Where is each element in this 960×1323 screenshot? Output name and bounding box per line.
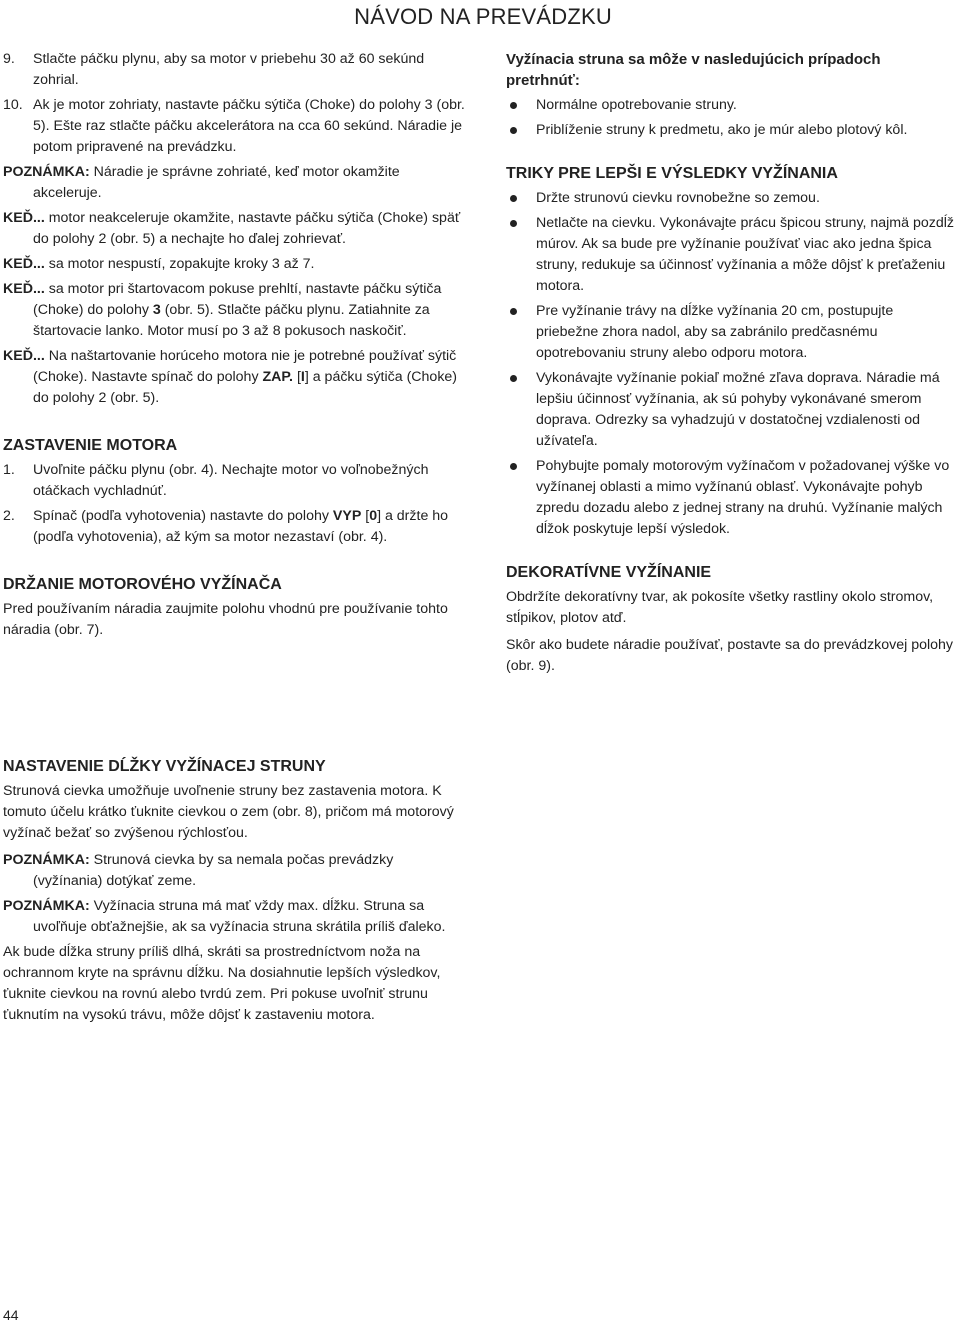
switch-on-symbol: I (300, 369, 305, 385)
switch-off-label: VYP (332, 508, 362, 524)
note-max-length (3, 896, 463, 938)
decorative-heading: DEKORATÍVNE VYŽÍNANIE (506, 564, 712, 581)
when-label: KEĎ... (3, 210, 45, 226)
page-number: 44 (3, 1307, 19, 1323)
list-item (506, 301, 958, 364)
step-text: Ak je motor zohriaty, nastavte páčku sýtiča (Choke) do polohy 3 (obr. 5). Ešte raz stlačte páčku akcelerátora na cca 60 sekúnd. Náradie je potom pripravené na prevádzku. (33, 97, 465, 155)
list-item (506, 456, 958, 540)
when-text: motor neakceleruje okamžite, nastavte páčku sýtiča (Choke) späť do polohy 2 (obr. 5) a nechajte ho ďalej zohrievať. (33, 210, 461, 247)
step-9 (3, 49, 465, 91)
switch-off-symbol: 0 (369, 508, 378, 524)
step-text-part: Spínač (podľa vyhotovenia) nastavte do polohy (33, 508, 333, 524)
bullet-icon (506, 95, 536, 116)
list-item-text: Normálne opotrebovanie struny. (536, 97, 737, 113)
left-column (3, 49, 465, 641)
step-number: 1. (3, 462, 15, 478)
note-label: POZNÁMKA: (3, 164, 90, 180)
step-number: 10. (3, 97, 23, 113)
note-warm (3, 162, 465, 204)
when-text: ] a páčku sýtiča (Choke) do polohy 2 (obr. 5). (33, 369, 458, 406)
line-length-text-2: Ak bude dĺžka struny príliš dlhá, skráti sa prostredníctvom noža na ochrannom kryte na správnu dĺžku. Na dosiahnutie lepších výsledkov, ťuknite cievkou na rovnú alebo tvrdú zem. Pri pokuse uvoľniť strunu ťuknutím na vysokú trávu, môže dôjsť k zastaveniu motora. (3, 944, 441, 1023)
note-label: POZNÁMKA: (3, 852, 90, 868)
tips-heading: TRIKY PRE LEPŠI E VÝSLEDKY VYŽÍNANIA (506, 165, 838, 182)
when-flooded (3, 279, 465, 342)
list-item-text: Priblíženie struny k predmetu, ako je múr alebo plotový kôl. (536, 122, 908, 138)
list-item (506, 368, 958, 452)
when-text: sa motor nespustí, zopakujte kroky 3 až 7. (44, 256, 315, 272)
list-item-text: Vykonávajte vyžínanie pokiaľ možné zľava doprava. Náradie má lepšiu účinnosť vyžínania, ak sú pohyby vykonávané smerom doprava. Odrezky sa vyhadzujú v dostatočnej vzdialenosti od užívateľa. (536, 370, 940, 449)
bullet-icon (506, 456, 536, 540)
step-number: 9. (3, 51, 15, 67)
when-label: KEĎ... (3, 281, 45, 297)
step-text: Stlačte páčku plynu, aby sa motor v priebehu 30 až 60 sekúnd zohrial. (33, 51, 425, 88)
right-column (506, 49, 958, 683)
note-text: Strunová cievka by sa nemala počas prevádzky (vyžínania) dotýkať zeme. (33, 852, 394, 889)
note-text: Vyžínacia struna má mať vždy max. dĺžku. Struna sa uvoľňuje obťažnejšie, ak sa vyžínacia struna skrátila príliš ďaleko. (33, 898, 446, 935)
string-break-heading: Vyžínacia struna sa môže v nasledujúcich prípadoch pretrhnúť: (506, 51, 881, 89)
page-title: NÁVOD NA PREVÁDZKU (354, 4, 612, 29)
when-text: Na naštartovanie horúceho motora nie je potrebné používať sýtič (Choke). Nastavte spínač do polohy (33, 348, 457, 385)
hold-heading: DRŽANIE MOTOROVÉHO VYŽÍNAČA (3, 576, 282, 593)
when-text: sa motor pri štartovacom pokuse prehltí, nastavte páčku sýtiča (Choke) do polohy (33, 281, 442, 318)
when-text: [ (293, 369, 301, 385)
decorative-text-2: Skôr ako budete náradie používať, postavte sa do prevádzkovej polohy (obr. 9). (506, 637, 953, 674)
when-label: KEĎ... (3, 256, 45, 272)
when-hot-start (3, 346, 465, 409)
list-item-text: Pre vyžínanie trávy na dĺžke vyžínania 20 cm, postupujte priebežne zhora nadol, aby sa zabránilo predčasnému opotrebovaniu struny alebo odporu motora. (536, 303, 894, 361)
when-no-accel (3, 208, 465, 250)
when-no-start (3, 254, 465, 275)
line-length-heading: NASTAVENIE DĹŽKY VYŽÍNACEJ STRUNY (3, 758, 326, 775)
choke-position: 3 (152, 302, 161, 318)
step-text (33, 506, 465, 548)
step-number: 2. (3, 508, 15, 524)
bullet-icon (506, 120, 536, 141)
bullet-icon (506, 188, 536, 209)
when-label: KEĎ... (3, 348, 45, 364)
list-item-text: Netlačte na cievku. Vykonávajte prácu špicou struny, najmä pozdĺž múrov. Ak sa bude pre vyžínanie používať viac ako jedna špica struny, redukuje sa účinnosť vyžínania a môže dôjsť k preťaženiu motora. (536, 215, 954, 294)
string-break-list (506, 95, 958, 141)
step-text: Uvoľnite páčku plynu (obr. 4). Nechajte motor vo voľnobežných otáčkach vychladnúť. (33, 462, 429, 499)
bullet-icon (506, 301, 536, 364)
bullet-icon (506, 213, 536, 297)
stop-step-1 (3, 460, 465, 502)
decorative-text-1: Obdržíte dekoratívny tvar, ak pokosíte všetky rastliny okolo stromov, stĺpikov, plotov atď. (506, 589, 934, 626)
list-item (506, 95, 958, 116)
note-spool (3, 850, 463, 892)
step-text-part: [ (361, 508, 370, 524)
when-text: (obr. 5). Stlačte páčku plynu. Zatiahnite za štartovacie lanko. Motor musí po 3 až 8 pokusoch naskočiť. (33, 302, 430, 339)
hold-text: Pred používaním náradia zaujmite polohu vhodnú pre používanie tohto náradia (obr. 7). (3, 601, 448, 638)
note-text: Náradie je správne zohriaté, keď motor okamžite akceleruje. (33, 164, 400, 201)
step-10 (3, 95, 465, 158)
list-item (506, 120, 958, 141)
note-label: POZNÁMKA: (3, 898, 90, 914)
line-length-text-1: Strunová cievka umožňuje uvoľnenie struny bez zastavenia motora. K tomuto účelu krátko ťuknite cievkou o zem (obr. 8), pričom má motorový vyžínač bežať so zvýšenou rýchlosťou. (3, 783, 454, 841)
list-item-text: Pohybujte pomaly motorovým vyžínačom v požadovanej výške vo vyžínanej oblasti a mimo vyžínanú oblasť. Vykonávajte pohyb zpredu dozadu alebo z jednej strany na druhú. Vyžínanie malých dĺžok poskytuje lepší výsledok. (536, 458, 950, 537)
stop-heading: ZASTAVENIE MOTORA (3, 437, 178, 454)
list-item (506, 188, 958, 209)
tips-list (506, 188, 958, 540)
list-item (506, 213, 958, 297)
switch-on-label: ZAP. (262, 369, 293, 385)
step-text-part: ] a držte ho (podľa vyhotovenia), až kým sa motor nezastaví (obr. 4). (33, 508, 449, 545)
stop-step-2 (3, 506, 465, 548)
line-length-section (3, 756, 463, 1026)
bullet-icon (506, 368, 536, 452)
list-item-text: Držte strunovú cievku rovnobežne so zemou. (536, 190, 820, 206)
